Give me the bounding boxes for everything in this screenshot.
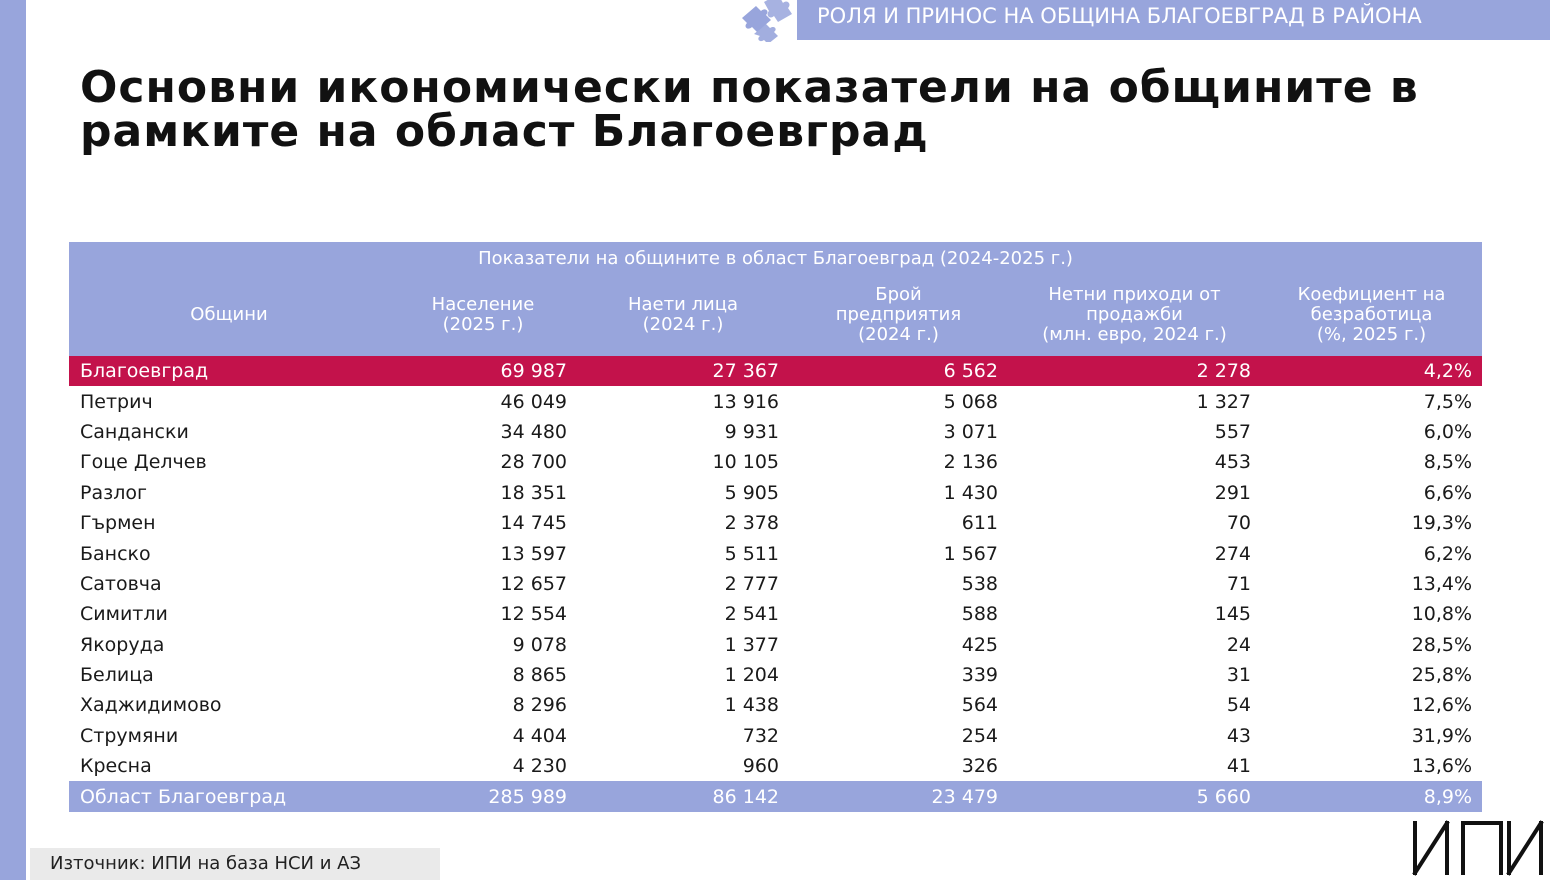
value-cell: 8,9% xyxy=(1261,781,1482,811)
municipality-name: Хаджидимово xyxy=(69,690,389,720)
value-cell: 13,4% xyxy=(1261,569,1482,599)
table-row xyxy=(69,630,1482,660)
municipality-name: Благоевград xyxy=(69,356,389,386)
column-header-line: (%, 2025 г.) xyxy=(1316,324,1427,345)
table-row xyxy=(69,508,1482,538)
value-cell: 34 480 xyxy=(389,417,577,447)
value-cell: 28,5% xyxy=(1261,630,1482,660)
table-row xyxy=(69,721,1482,751)
column-header xyxy=(69,274,389,356)
municipality-name: Банско xyxy=(69,538,389,568)
value-cell: 2 378 xyxy=(577,508,789,538)
column-header-line: Коефициент на xyxy=(1297,284,1446,305)
value-cell: 5 068 xyxy=(789,386,1008,416)
table-row xyxy=(69,447,1482,477)
municipality-name: Симитли xyxy=(69,599,389,629)
value-cell: 5 905 xyxy=(577,478,789,508)
value-cell: 7,5% xyxy=(1261,386,1482,416)
value-cell: 54 xyxy=(1008,690,1261,720)
value-cell: 86 142 xyxy=(577,781,789,811)
value-cell: 8 865 xyxy=(389,660,577,690)
column-header-line: Брой xyxy=(875,284,922,305)
section-banner: РОЛЯ И ПРИНОС НА ОБЩИНА БЛАГОЕВГРАД В РАЙОНА xyxy=(797,0,1550,40)
value-cell: 27 367 xyxy=(577,356,789,386)
value-cell: 2 777 xyxy=(577,569,789,599)
value-cell: 588 xyxy=(789,599,1008,629)
value-cell: 13 916 xyxy=(577,386,789,416)
value-cell: 14 745 xyxy=(389,508,577,538)
value-cell: 24 xyxy=(1008,630,1261,660)
value-cell: 339 xyxy=(789,660,1008,690)
column-header-line: (2025 г.) xyxy=(442,314,524,335)
municipality-name: Кресна xyxy=(69,751,389,781)
table-caption: Показатели на общините в област Благоевград (2024-2025 г.) xyxy=(69,242,1482,274)
table-row xyxy=(69,690,1482,720)
municipality-name: Област Благоевград xyxy=(69,781,389,811)
column-header-line: (2024 г.) xyxy=(642,314,724,335)
value-cell: 274 xyxy=(1008,538,1261,568)
value-cell: 4,2% xyxy=(1261,356,1482,386)
value-cell: 1 567 xyxy=(789,538,1008,568)
value-cell: 326 xyxy=(789,751,1008,781)
value-cell: 1 377 xyxy=(577,630,789,660)
value-cell: 6 562 xyxy=(789,356,1008,386)
value-cell: 732 xyxy=(577,721,789,751)
table-row xyxy=(69,660,1482,690)
value-cell: 46 049 xyxy=(389,386,577,416)
value-cell: 6,6% xyxy=(1261,478,1482,508)
value-cell: 71 xyxy=(1008,569,1261,599)
value-cell: 12 657 xyxy=(389,569,577,599)
value-cell: 291 xyxy=(1008,478,1261,508)
table-row-total xyxy=(69,781,1482,811)
municipality-name: Сатовча xyxy=(69,569,389,599)
column-header xyxy=(1261,274,1482,356)
column-header-line: предприятия xyxy=(835,304,962,325)
value-cell: 10 105 xyxy=(577,447,789,477)
page-title-line-2: рамките на област Благоевград xyxy=(80,106,929,157)
column-header-line: безработица xyxy=(1310,304,1433,325)
municipality-name: Разлог xyxy=(69,478,389,508)
value-cell: 285 989 xyxy=(389,781,577,811)
value-cell: 538 xyxy=(789,569,1008,599)
column-header xyxy=(577,274,789,356)
table-row xyxy=(69,599,1482,629)
value-cell: 41 xyxy=(1008,751,1261,781)
column-header xyxy=(389,274,577,356)
table-row xyxy=(69,417,1482,447)
value-cell: 31 xyxy=(1008,660,1261,690)
value-cell: 1 204 xyxy=(577,660,789,690)
column-header-line: Нетни приходи от xyxy=(1048,284,1221,305)
table-body xyxy=(69,356,1482,812)
value-cell: 19,3% xyxy=(1261,508,1482,538)
value-cell: 1 430 xyxy=(789,478,1008,508)
value-cell: 31,9% xyxy=(1261,721,1482,751)
value-cell: 2 278 xyxy=(1008,356,1261,386)
municipality-name: Гърмен xyxy=(69,508,389,538)
value-cell: 557 xyxy=(1008,417,1261,447)
column-header xyxy=(789,274,1008,356)
value-cell: 254 xyxy=(789,721,1008,751)
value-cell: 4 230 xyxy=(389,751,577,781)
value-cell: 1 438 xyxy=(577,690,789,720)
table-row xyxy=(69,538,1482,568)
table-row xyxy=(69,386,1482,416)
value-cell: 70 xyxy=(1008,508,1261,538)
value-cell: 2 136 xyxy=(789,447,1008,477)
left-accent-bar xyxy=(0,0,26,880)
value-cell: 25,8% xyxy=(1261,660,1482,690)
municipality-name: Гоце Делчев xyxy=(69,447,389,477)
value-cell: 6,2% xyxy=(1261,538,1482,568)
value-cell: 13 597 xyxy=(389,538,577,568)
value-cell: 43 xyxy=(1008,721,1261,751)
table-row xyxy=(69,478,1482,508)
value-cell: 69 987 xyxy=(389,356,577,386)
value-cell: 960 xyxy=(577,751,789,781)
table-row-highlight xyxy=(69,356,1482,386)
municipality-name: Петрич xyxy=(69,386,389,416)
municipality-name: Белица xyxy=(69,660,389,690)
table-header-row xyxy=(69,274,1482,356)
value-cell: 13,6% xyxy=(1261,751,1482,781)
value-cell: 9 078 xyxy=(389,630,577,660)
page-title-line-1: Основни икономически показатели на общините в xyxy=(80,62,1419,113)
source-note: Източник: ИПИ на база НСИ и АЗ xyxy=(30,848,440,880)
value-cell: 2 541 xyxy=(577,599,789,629)
value-cell: 10,8% xyxy=(1261,599,1482,629)
value-cell: 3 071 xyxy=(789,417,1008,447)
column-header-line: продажби xyxy=(1086,304,1183,325)
value-cell: 564 xyxy=(789,690,1008,720)
column-header-line: (млн. евро, 2024 г.) xyxy=(1042,324,1227,345)
value-cell: 8 296 xyxy=(389,690,577,720)
municipality-name: Якоруда xyxy=(69,630,389,660)
value-cell: 1 327 xyxy=(1008,386,1261,416)
value-cell: 5 660 xyxy=(1008,781,1261,811)
value-cell: 425 xyxy=(789,630,1008,660)
table-row xyxy=(69,569,1482,599)
column-header-line: Население xyxy=(431,294,535,315)
value-cell: 6,0% xyxy=(1261,417,1482,447)
value-cell: 4 404 xyxy=(389,721,577,751)
value-cell: 12,6% xyxy=(1261,690,1482,720)
municipalities-table xyxy=(69,242,1482,812)
column-header-line: (2024 г.) xyxy=(858,324,939,345)
value-cell: 5 511 xyxy=(577,538,789,568)
value-cell: 611 xyxy=(789,508,1008,538)
value-cell: 28 700 xyxy=(389,447,577,477)
value-cell: 9 931 xyxy=(577,417,789,447)
value-cell: 12 554 xyxy=(389,599,577,629)
value-cell: 23 479 xyxy=(789,781,1008,811)
ipi-logo xyxy=(1405,815,1545,877)
value-cell: 453 xyxy=(1008,447,1261,477)
page-title xyxy=(80,62,1480,157)
table-row xyxy=(69,751,1482,781)
column-header-line: Наети лица xyxy=(627,294,739,315)
value-cell: 18 351 xyxy=(389,478,577,508)
value-cell: 145 xyxy=(1008,599,1261,629)
municipality-name: Струмяни xyxy=(69,721,389,751)
column-header-line: Общини xyxy=(190,304,268,325)
value-cell: 8,5% xyxy=(1261,447,1482,477)
municipality-name: Сандански xyxy=(69,417,389,447)
column-header xyxy=(1008,274,1261,356)
puzzle-icon xyxy=(734,0,794,42)
